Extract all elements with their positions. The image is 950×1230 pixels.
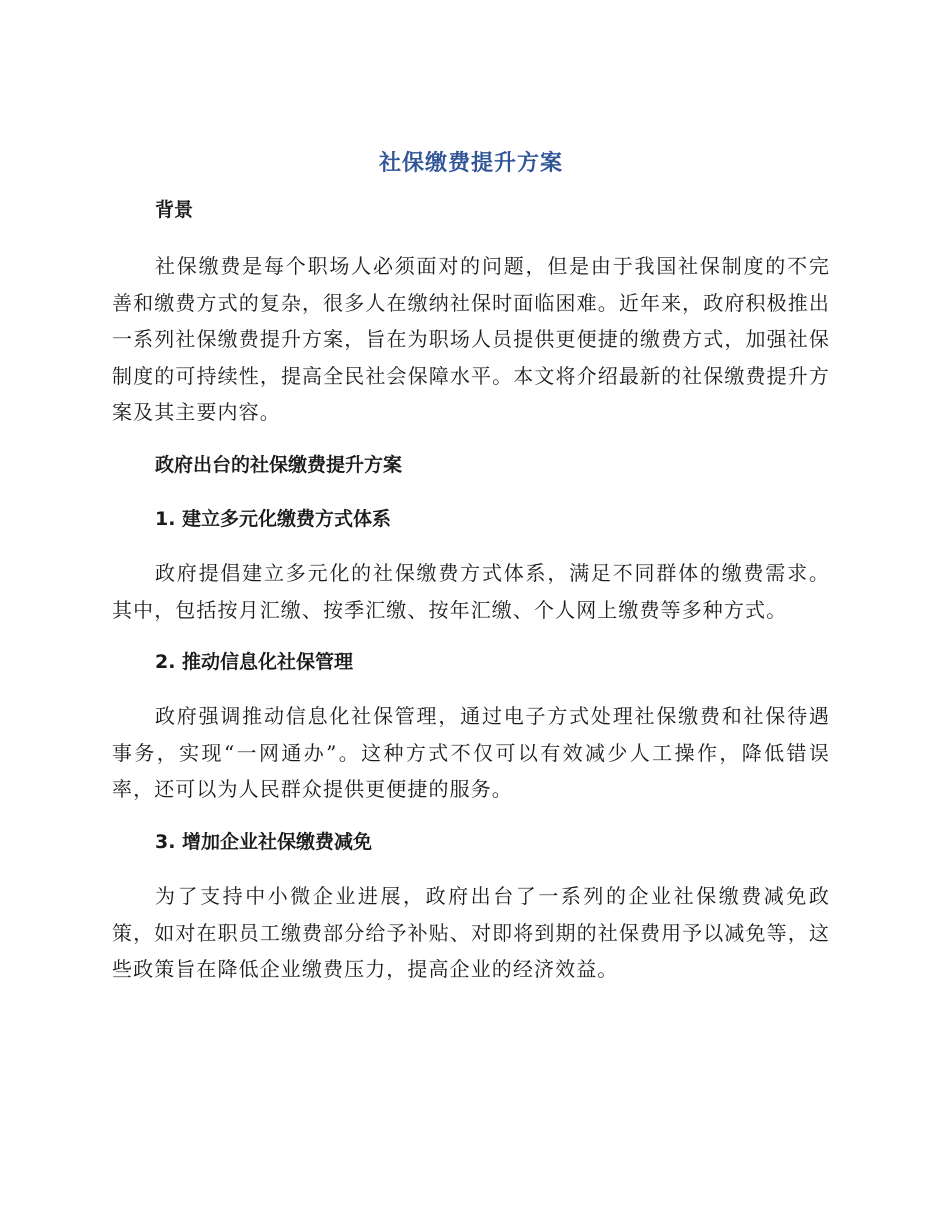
section-heading-1: 1. 建立多元化缴费方式体系	[155, 507, 392, 530]
document-body	[112, 142, 830, 988]
policy-heading: 政府出台的社保缴费提升方案	[155, 453, 403, 476]
background-heading: 背景	[155, 199, 194, 221]
background-paragraph: 社保缴费是每个职场人必须面对的问题，但是由于我国社保制度的不完善和缴费方式的复杂，很多人在缴纳社保时面临困难。近年来，政府积极推出一系列社保缴费提升方案，旨在为职场人员提供更便捷的缴费方式，加强社保制度的可持续性，提高全民社会保障水平。本文将介绍最新的社保缴费提升方案及其主要内容。	[112, 254, 830, 425]
section-paragraph-3: 为了支持中小微企业进展，政府出台了一系列的企业社保缴费减免政策，如对在职员工缴费部分给予补贴、对即将到期的社保费用予以减免等，这些政策旨在降低企业缴费压力，提高企业的经济效益。	[112, 883, 830, 982]
section-paragraph-2: 政府强调推动信息化社保管理，通过电子方式处理社保缴费和社保待遇事务，实现“一网通办”。这种方式不仅可以有效减少人工操作，降低错误率，还可以为人民群众提供更便捷的服务。	[112, 704, 830, 802]
section-heading-3: 3. 增加企业社保缴费减免	[155, 830, 373, 853]
section-heading-2: 2. 推动信息化社保管理	[155, 651, 354, 674]
document-title: 社保缴费提升方案	[378, 151, 563, 176]
section-paragraph-1: 政府提倡建立多元化的社保缴费方式体系，满足不同群体的缴费需求。其中，包括按月汇缴、按季汇缴、按年汇缴、个人网上缴费等多种方式。	[112, 560, 830, 622]
